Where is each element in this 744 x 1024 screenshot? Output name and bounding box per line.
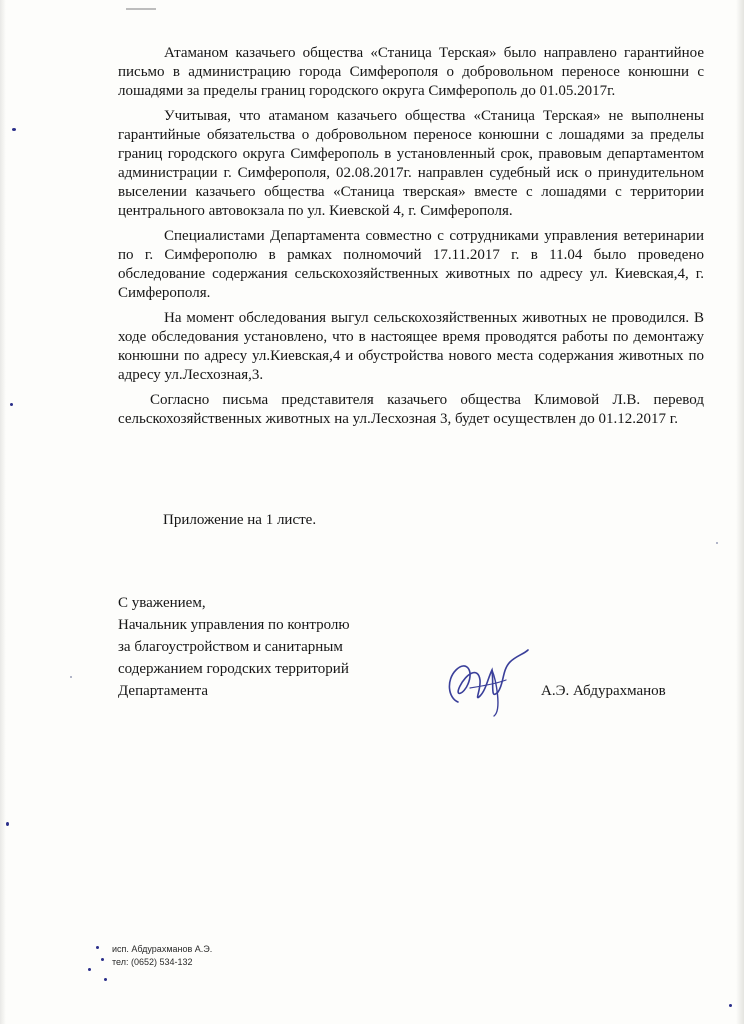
ink-speck: [10, 403, 13, 406]
ink-speck: [729, 1004, 732, 1007]
ink-speck: [101, 958, 104, 961]
signature-block: [118, 592, 350, 702]
closing-line: С уважением,: [118, 595, 206, 611]
paragraph-5: Согласно письма представителя казачьего общества Климовой Л.В. перевод сельскохозяйственных животных на ул.Лесхозная 3, будет осуществлен до 01.12.2017 г.: [118, 392, 704, 427]
executor-phone: тел: (0652) 534-132: [112, 957, 193, 967]
ink-speck: [88, 968, 91, 971]
paragraph-2: Учитывая, что атаманом казачьего общества «Станица Терская» не выполнены гарантийные обязательства о добровольном переносе конюшни с лошадями за пределы границ городского округа Симферополь в установленный срок, правовым департаментом администрации г. Симферополя, 02.08.2017г. направлен судебный иск о принудительном выселении казачьего общества «Станица тверская» вместе с лошадями с территории центрального автовокзала по ул. Киевской 4, г. Симферополя.: [118, 108, 704, 219]
scan-mark: [126, 8, 156, 10]
signer-name: А.Э. Абдурахманов: [541, 683, 666, 699]
ink-speck: [6, 822, 9, 826]
letter-body: [118, 44, 704, 435]
signer-title-line-2: за благоустройством и санитарным: [118, 639, 343, 655]
paragraph-1: Атаманом казачьего общества «Станица Терская» было направлено гарантийное письмо в администрацию города Симферополя о добровольном переносе конюшни с лошадями за пределы границ городского округа Симферополь до 01.05.2017г.: [118, 45, 704, 99]
ink-speck: [104, 978, 107, 981]
handwritten-signature: [440, 640, 535, 720]
signer-title-line-4: Департамента: [118, 683, 209, 699]
attachment-note: Приложение на 1 листе.: [163, 512, 317, 528]
executor-footer: [112, 943, 212, 969]
ink-speck: [96, 946, 99, 949]
signer-title-line-1: Начальник управления по контролю: [118, 617, 350, 633]
ink-speck: [716, 542, 718, 544]
executor-name: исп. Абдурахманов А.Э.: [112, 944, 213, 954]
paragraph-3: Специалистами Департамента совместно с сотрудниками управления ветеринарии по г. Симферополю в рамках полномочий 17.11.2017 г. в 11.04 было проведено обследование содержания сельскохозяйственных животных по адресу ул. Киевская,4, г. Симферополя.: [118, 228, 704, 301]
ink-speck: [12, 128, 16, 131]
paragraph-4: На момент обследования выгул сельскохозяйственных животных не проводился. В ходе обследования установлено, что в настоящее время проводятся работы по демонтажу конюшни по адресу ул.Киевская,4 и обустройства нового места содержания животных по адресу ул.Лесхозная,3.: [118, 310, 704, 383]
signer-title-line-3: содержанием городских территорий: [118, 661, 349, 677]
ink-speck: [70, 676, 72, 678]
